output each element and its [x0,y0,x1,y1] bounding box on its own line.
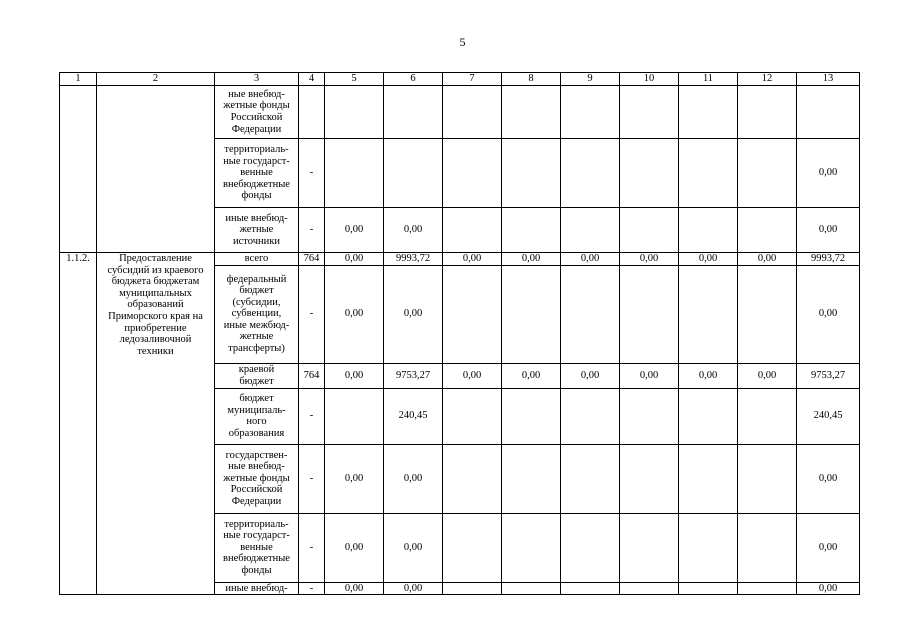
value-cell: 0,00 [797,139,860,208]
value-cell: 0,00 [738,253,797,266]
column-header: 5 [325,73,384,86]
value-cell [620,513,679,582]
column-header: 12 [738,73,797,86]
value-cell: 9993,72 [797,253,860,266]
value-cell [620,86,679,139]
value-cell: 0,00 [325,444,384,513]
column-header: 3 [215,73,299,86]
value-cell [620,444,679,513]
column-header: 6 [384,73,443,86]
value-cell [679,444,738,513]
value-cell: 0,00 [325,253,384,266]
column-header: 13 [797,73,860,86]
column-header: 9 [561,73,620,86]
table-body [60,73,860,595]
value-cell: 0,00 [443,253,502,266]
column-header: 2 [97,73,215,86]
column-header: 10 [620,73,679,86]
item-number: 1.1.2. [60,253,97,595]
value-cell [620,265,679,363]
value-cell [299,86,325,139]
value-cell: 0,00 [679,253,738,266]
value-cell [679,388,738,444]
value-cell [561,86,620,139]
page-number: 5 [459,35,466,49]
funding-source-label: бюджет муниципаль- ного образования [215,388,299,444]
value-cell [502,513,561,582]
value-cell: 764 [299,253,325,266]
value-cell: 0,00 [561,253,620,266]
value-cell [738,444,797,513]
value-cell [502,265,561,363]
value-cell [502,444,561,513]
value-cell: 240,45 [797,388,860,444]
value-cell [679,139,738,208]
value-cell: 240,45 [384,388,443,444]
column-header: 8 [502,73,561,86]
value-cell: 0,00 [797,208,860,253]
header-row [60,73,860,86]
column-header: 1 [60,73,97,86]
value-cell: 0,00 [561,363,620,388]
funding-source-label: иные внебюд- [215,582,299,595]
value-cell: 0,00 [797,444,860,513]
value-cell: 0,00 [384,582,443,595]
value-cell [502,139,561,208]
item-number-cell [60,86,97,253]
value-cell [679,86,738,139]
value-cell: 0,00 [384,444,443,513]
value-cell: 0,00 [325,582,384,595]
value-cell [443,139,502,208]
value-cell: 0,00 [443,363,502,388]
value-cell [738,582,797,595]
value-cell [384,139,443,208]
table-row [60,86,860,139]
item-description-cell [97,86,215,253]
value-cell: 764 [299,363,325,388]
value-cell: - [299,208,325,253]
value-cell [502,86,561,139]
table-row [60,253,860,266]
value-cell [738,265,797,363]
value-cell: - [299,513,325,582]
value-cell [443,208,502,253]
value-cell [502,582,561,595]
value-cell: 0,00 [620,363,679,388]
funding-source-label: ные внебюд- жетные фонды Российской Федерации [215,86,299,139]
value-cell: 0,00 [325,363,384,388]
budget-table [59,72,860,595]
value-cell [443,582,502,595]
value-cell: - [299,265,325,363]
column-header: 4 [299,73,325,86]
value-cell [620,139,679,208]
value-cell [561,582,620,595]
value-cell [443,265,502,363]
value-cell: 0,00 [384,513,443,582]
value-cell: 0,00 [738,363,797,388]
item-description: Предоставление субсидий из краевого бюджета бюджетам муниципальных образований Приморского края на приобретение ледозаливочной техники [97,253,215,595]
value-cell [325,388,384,444]
value-cell [738,513,797,582]
value-cell [443,513,502,582]
value-cell: 0,00 [797,582,860,595]
funding-source-label: территориаль- ные государст- венные внебюджетные фонды [215,513,299,582]
value-cell: 0,00 [797,513,860,582]
value-cell [443,444,502,513]
value-cell [561,208,620,253]
funding-source-label: государствен- ные внебюд- жетные фонды Российской Федерации [215,444,299,513]
value-cell [561,513,620,582]
funding-source-label: иные внебюд- жетные источники [215,208,299,253]
value-cell: 9993,72 [384,253,443,266]
value-cell [325,139,384,208]
value-cell [738,139,797,208]
value-cell [738,86,797,139]
value-cell [620,582,679,595]
funding-source-label: федеральный бюджет (субсидии, субвенции, иные межбюд- жетные трансферты) [215,265,299,363]
value-cell [679,582,738,595]
value-cell [561,139,620,208]
value-cell: - [299,582,325,595]
value-cell: - [299,444,325,513]
value-cell [738,208,797,253]
value-cell: 0,00 [325,513,384,582]
value-cell [443,86,502,139]
value-cell [679,513,738,582]
value-cell: 0,00 [502,253,561,266]
value-cell [502,388,561,444]
value-cell: 0,00 [325,208,384,253]
column-header: 11 [679,73,738,86]
value-cell [561,388,620,444]
value-cell [797,86,860,139]
value-cell: 0,00 [797,265,860,363]
funding-source-label: территориаль- ные государст- венные внебюджетные фонды [215,139,299,208]
value-cell: 0,00 [679,363,738,388]
value-cell: 9753,27 [384,363,443,388]
value-cell: 0,00 [325,265,384,363]
value-cell [738,388,797,444]
value-cell [561,265,620,363]
value-cell [561,444,620,513]
column-header: 7 [443,73,502,86]
value-cell [384,86,443,139]
funding-source-label: всего [215,253,299,266]
value-cell [620,208,679,253]
value-cell: 0,00 [384,208,443,253]
value-cell: 0,00 [620,253,679,266]
value-cell [325,86,384,139]
value-cell: - [299,388,325,444]
value-cell [679,208,738,253]
funding-source-label: краевой бюджет [215,363,299,388]
value-cell [679,265,738,363]
value-cell: 0,00 [502,363,561,388]
value-cell: 9753,27 [797,363,860,388]
value-cell: - [299,139,325,208]
value-cell [502,208,561,253]
value-cell [443,388,502,444]
value-cell: 0,00 [384,265,443,363]
value-cell [620,388,679,444]
